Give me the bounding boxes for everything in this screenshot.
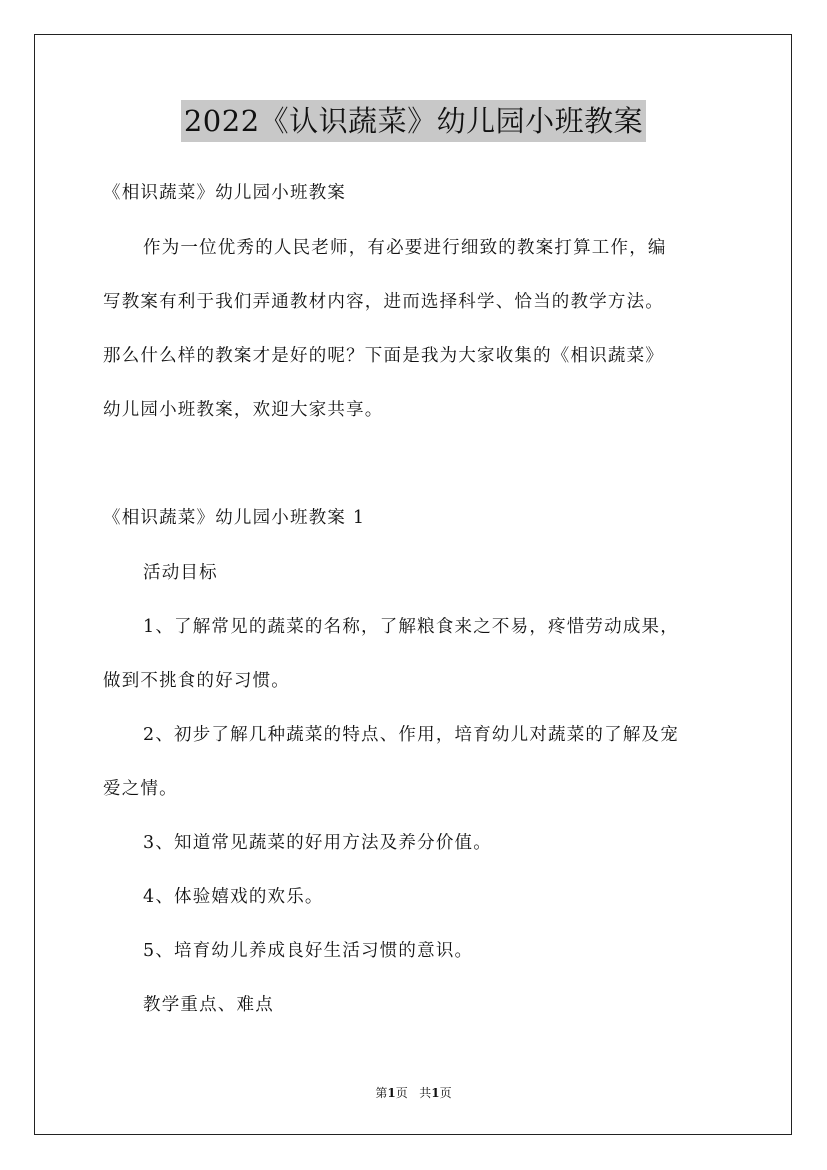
goal-line-5: 3、知道常见蔬菜的好用方法及养分价值。 xyxy=(143,833,492,853)
goal-line-2: 做到不挑食的好习惯。 xyxy=(103,671,290,691)
title-container xyxy=(0,100,827,142)
intro-line-3: 那么什么样的教案才是好的呢？下面是我为大家收集的《相识蔬菜》 xyxy=(103,346,664,366)
goal-line-6: 4、体验嬉戏的欢乐。 xyxy=(143,887,324,907)
page-footer xyxy=(0,1085,827,1101)
goal-line-3: 2、初步了解几种蔬菜的特点、作用，培育幼儿对蔬菜的了解及宠 xyxy=(143,725,679,745)
goal-line-1: 1、了解常见的蔬菜的名称，了解粮食来之不易，疼惜劳动成果， xyxy=(143,617,679,637)
page-suffix: 页 xyxy=(395,1086,408,1100)
intro-line-2: 写教案有利于我们弄通教材内容，进而选择科学、恰当的教学方法。 xyxy=(103,292,664,312)
section-heading: 《相识蔬菜》幼儿园小班教案 1 xyxy=(103,508,366,528)
total-number: 1 xyxy=(431,1086,440,1100)
subtitle: 《相识蔬菜》幼儿园小班教案 xyxy=(103,183,347,203)
intro-line-4: 幼儿园小班教案，欢迎大家共享。 xyxy=(103,400,384,420)
page-number: 1 xyxy=(387,1086,396,1100)
goal-line-7: 5、培育幼儿养成良好生活习惯的意识。 xyxy=(143,941,474,961)
total-prefix: 共 xyxy=(419,1086,432,1100)
goals-heading: 活动目标 xyxy=(143,563,218,583)
total-suffix: 页 xyxy=(439,1086,452,1100)
intro-line-1: 作为一位优秀的人民老师，有必要进行细致的教案打算工作，编 xyxy=(143,238,667,258)
page-prefix: 第 xyxy=(375,1086,388,1100)
goal-line-4: 爱之情。 xyxy=(103,779,178,799)
document-title: 2022《认识蔬菜》幼儿园小班教案 xyxy=(181,100,646,142)
key-points-heading: 教学重点、难点 xyxy=(143,995,274,1015)
